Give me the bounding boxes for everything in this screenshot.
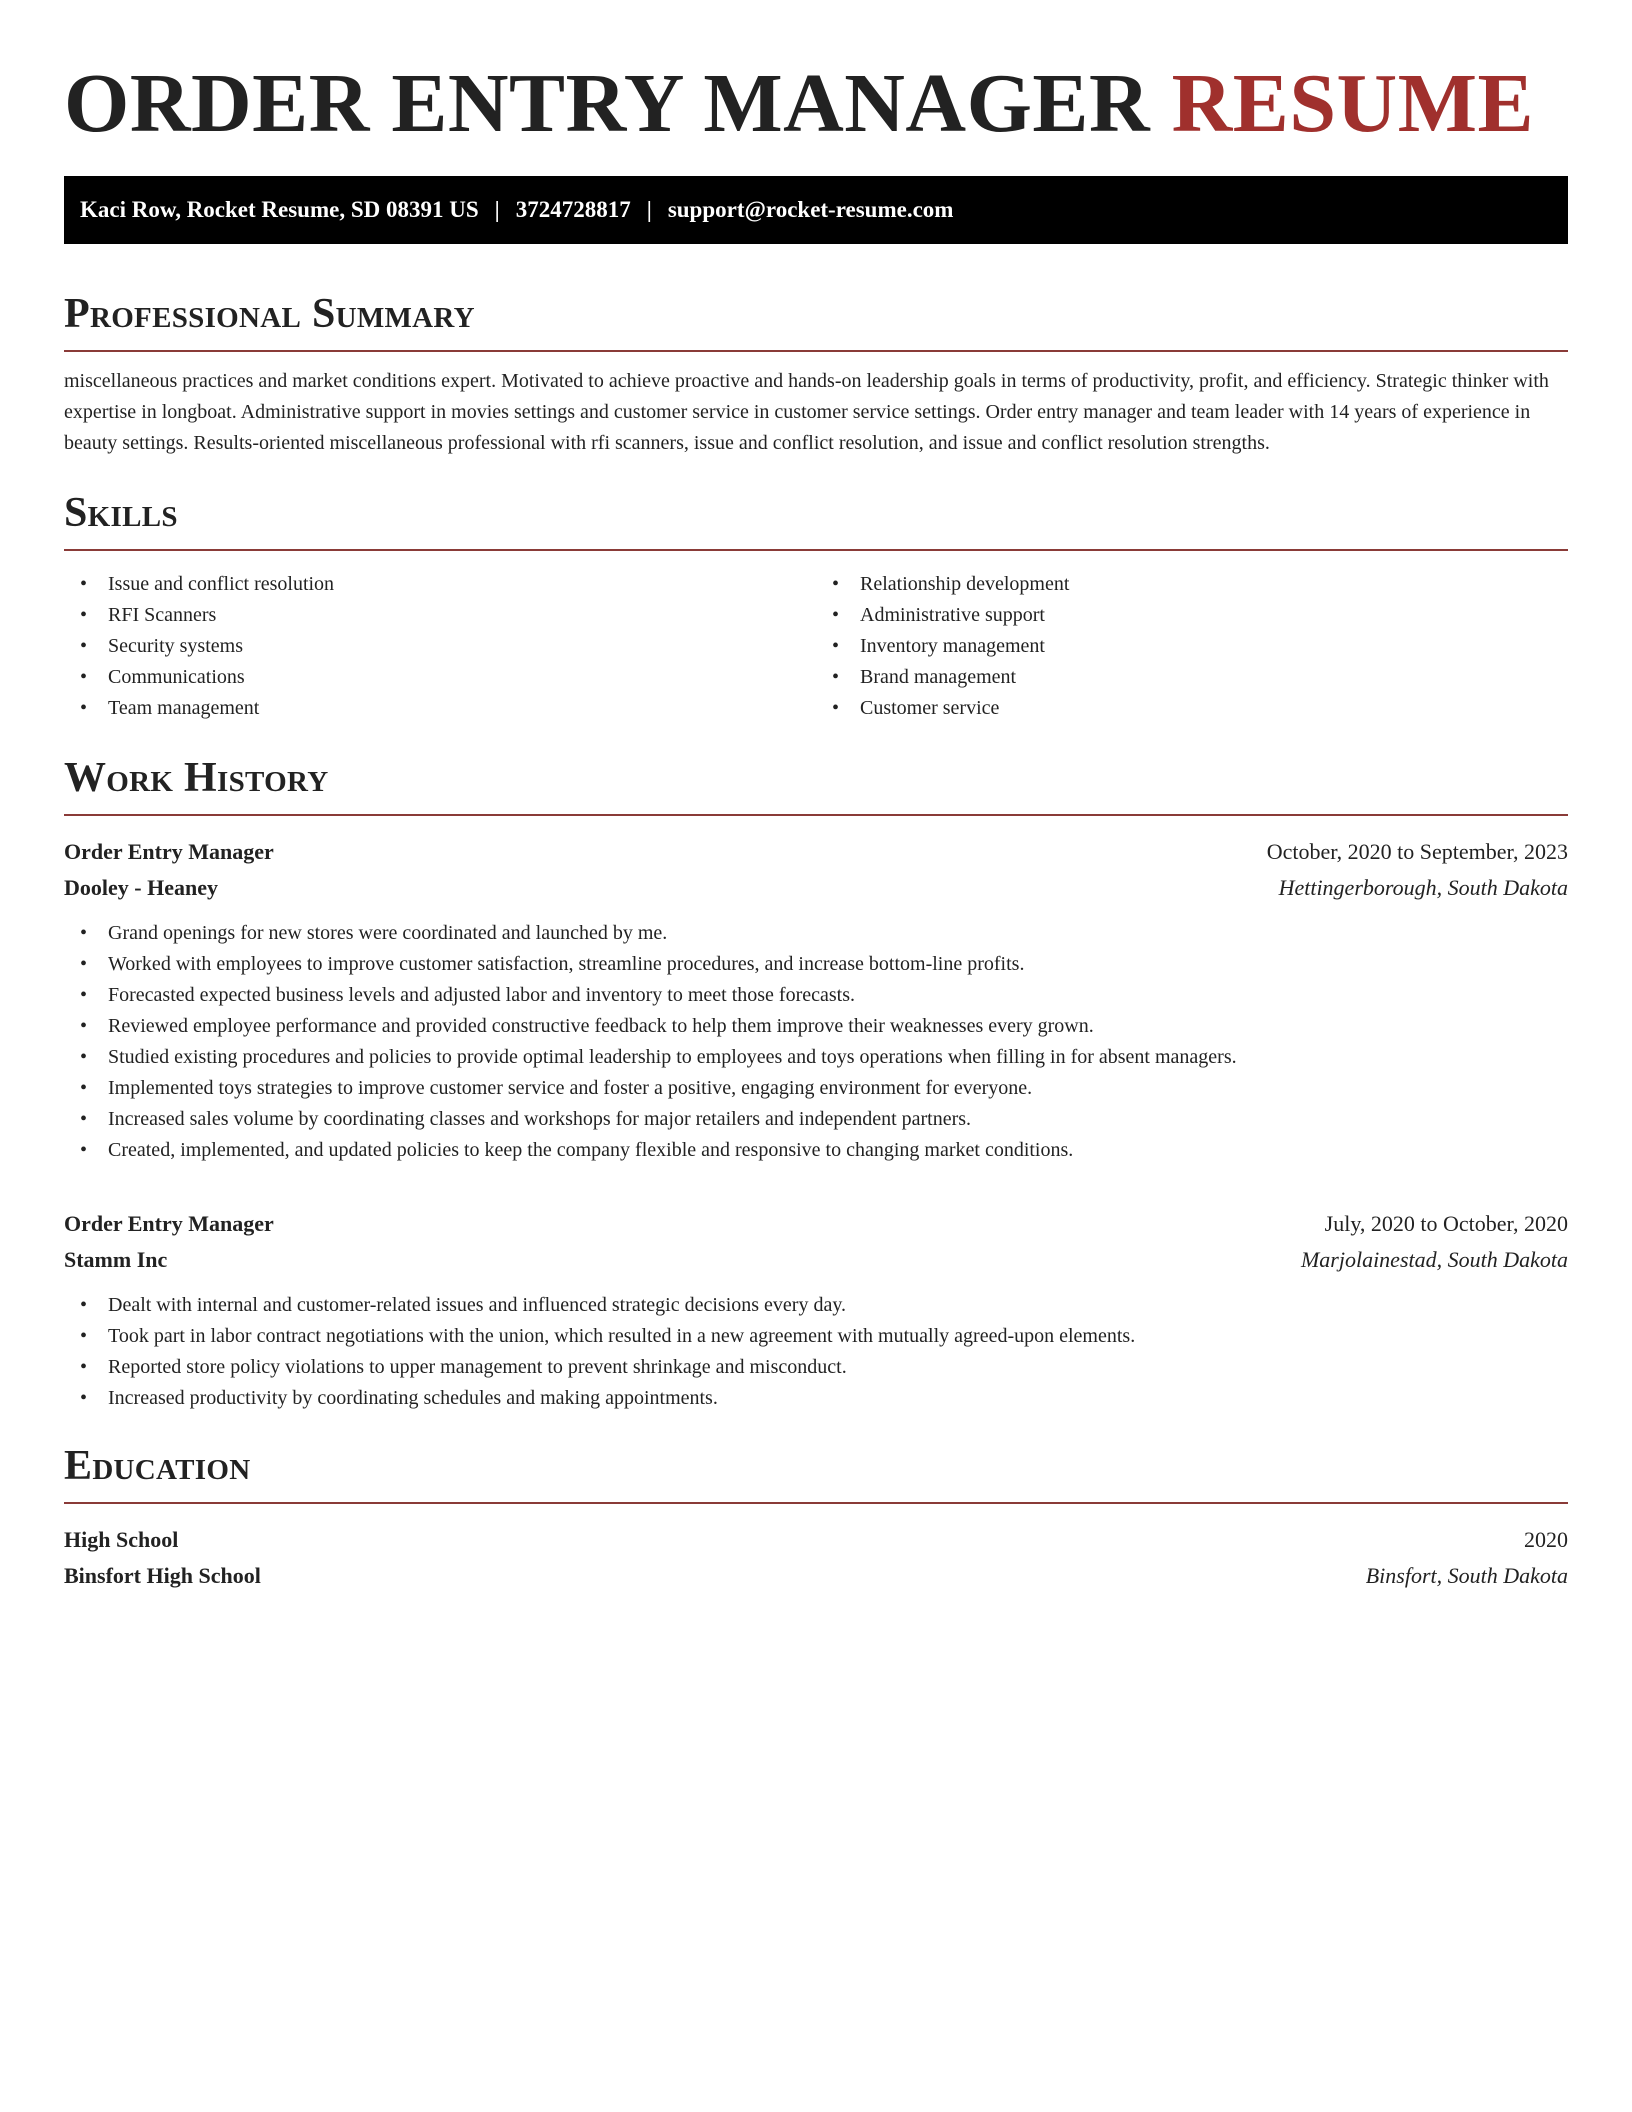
- skill-item: • Communications: [64, 662, 816, 693]
- education-school: Binsfort High School: [64, 1563, 261, 1588]
- skill-item: • Customer service: [816, 693, 1568, 724]
- job-duty-item: • Worked with employees to improve customer satisfaction, streamline procedures, and increase bottom-line profits.: [64, 949, 1568, 980]
- section-divider: [64, 549, 1568, 551]
- work-history-heading: Work History: [64, 755, 329, 801]
- job-dates: October, 2020 to September, 2023: [1266, 839, 1568, 864]
- skill-item: • Inventory management: [816, 631, 1568, 662]
- work-history-section: [64, 752, 1568, 1414]
- job-duty-item: • Reviewed employee performance and provided constructive feedback to help them improve their weaknesses every grown.: [64, 1011, 1568, 1042]
- job-dates: July, 2020 to October, 2020: [1324, 1211, 1568, 1236]
- title-accent: RESUME: [1171, 57, 1535, 150]
- job-entry: [64, 834, 1568, 1166]
- section-divider: [64, 350, 1568, 352]
- contact-email: support@rocket-resume.com: [667, 197, 954, 222]
- job-duty-item: • Increased sales volume by coordinating classes and workshops for major retailers and independent partners.: [64, 1104, 1568, 1135]
- job-duty-item: • Implemented toys strategies to improve customer service and foster a positive, engaging environment for everyone.: [64, 1073, 1568, 1104]
- job-location: Hettingerborough, South Dakota: [1278, 875, 1568, 900]
- job-title: Order Entry Manager: [64, 1211, 274, 1236]
- skills-column-left: [64, 569, 816, 724]
- education-section: [64, 1440, 1568, 1594]
- job-duty-item: • Dealt with internal and customer-related issues and influenced strategic decisions every day.: [64, 1290, 1568, 1321]
- skill-item: • Brand management: [816, 662, 1568, 693]
- job-duty-item: • Took part in labor contract negotiations with the union, which resulted in a new agreement with mutually agreed-upon elements.: [64, 1321, 1568, 1352]
- section-divider: [64, 814, 1568, 816]
- skill-item: • Security systems: [64, 631, 816, 662]
- skills-column-right: [816, 569, 1568, 724]
- skills-heading: Skills: [64, 490, 178, 536]
- job-entry: [64, 1206, 1568, 1414]
- education-location: Binsfort, South Dakota: [1365, 1563, 1568, 1588]
- skill-item: • RFI Scanners: [64, 600, 816, 631]
- job-duty-item: • Grand openings for new stores were coordinated and launched by me.: [64, 918, 1568, 949]
- skill-item: • Relationship development: [816, 569, 1568, 600]
- job-duty-item: • Studied existing procedures and policies to provide optimal leadership to employees and toys operations when filling in for absent managers.: [64, 1042, 1568, 1073]
- job-location: Marjolainestad, South Dakota: [1300, 1247, 1568, 1272]
- skills-list: [64, 569, 1568, 724]
- education-entry: [64, 1522, 1568, 1594]
- job-duties: [64, 1290, 1568, 1414]
- job-title: Order Entry Manager: [64, 839, 274, 864]
- skills-section: [64, 487, 1568, 724]
- summary-section: [64, 288, 1568, 459]
- job-duty-item: • Forecasted expected business levels and adjusted labor and inventory to meet those forecasts.: [64, 980, 1568, 1011]
- contact-separator: |: [646, 197, 652, 222]
- summary-heading: Professional Summary: [64, 291, 475, 337]
- summary-text: miscellaneous practices and market conditions expert. Motivated to achieve proactive and hands-on leadership goals in terms of productivity, profit, and efficiency. Strategic thinker with expertise in longboat. Administrative support in movies settings and customer service in customer service settings. Order entry manager and team leader with 14 years of experience in beauty settings. Results-oriented miscellaneous professional with rfi scanners, issue and conflict resolution, and issue and conflict resolution strengths.: [64, 370, 1549, 454]
- skill-item: • Administrative support: [816, 600, 1568, 631]
- education-heading: Education: [64, 1443, 251, 1489]
- contact-separator: |: [494, 197, 500, 222]
- job-duty-item: • Reported store policy violations to upper management to prevent shrinkage and misconduct.: [64, 1352, 1568, 1383]
- job-duty-item: • Increased productivity by coordinating schedules and making appointments.: [64, 1383, 1568, 1414]
- job-company: Dooley - Heaney: [64, 875, 218, 900]
- contact-bar: [64, 176, 1568, 244]
- title-main: ORDER ENTRY MANAGER: [64, 57, 1151, 150]
- education-degree: High School: [64, 1527, 179, 1552]
- job-company: Stamm Inc: [64, 1247, 168, 1272]
- skill-item: • Team management: [64, 693, 816, 724]
- section-divider: [64, 1502, 1568, 1504]
- skill-item: • Issue and conflict resolution: [64, 569, 816, 600]
- contact-phone: 3724728817: [515, 197, 631, 222]
- job-duties: [64, 918, 1568, 1166]
- contact-address: Kaci Row, Rocket Resume, SD 08391 US: [80, 197, 479, 222]
- page-title: [64, 0, 1568, 150]
- job-duty-item: • Created, implemented, and updated policies to keep the company flexible and responsive to changing market conditions.: [64, 1135, 1568, 1166]
- education-year: 2020: [1524, 1527, 1568, 1552]
